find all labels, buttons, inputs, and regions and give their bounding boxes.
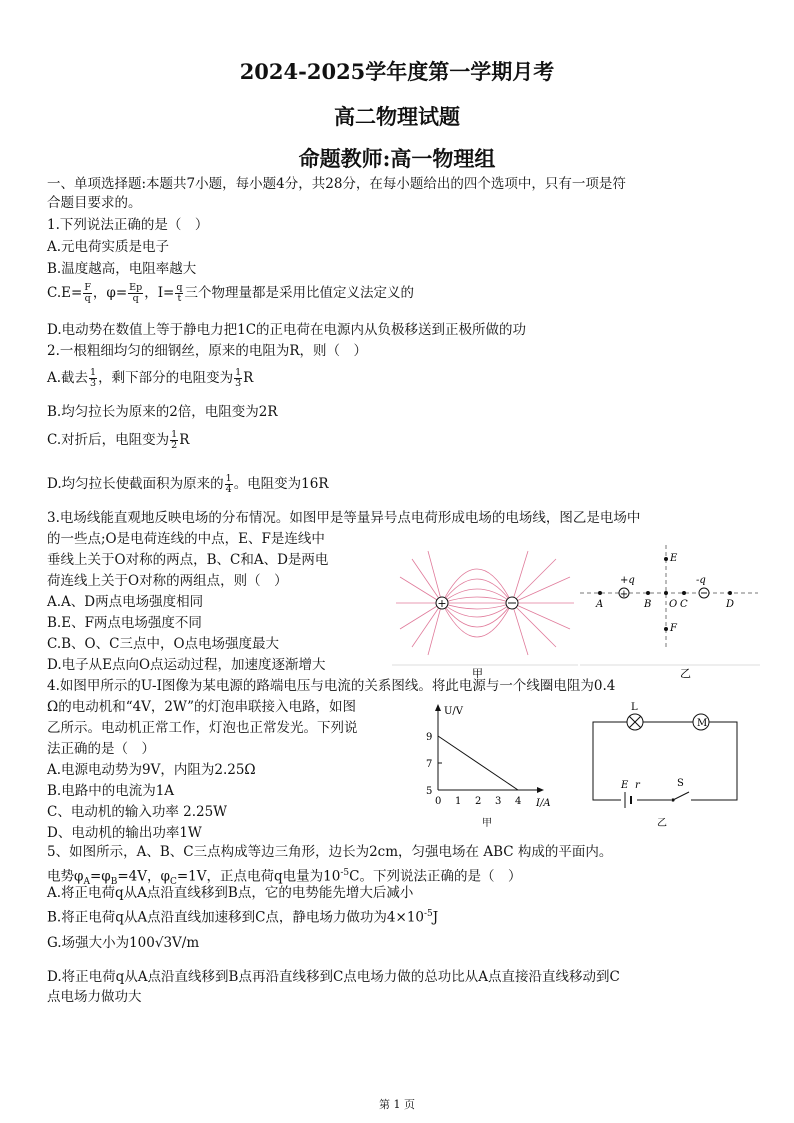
fig-jia-caption: 甲 (482, 818, 492, 829)
point-d-label: D (726, 599, 735, 610)
q4-ui-graph (420, 700, 570, 832)
exam-author: 命题教师:高一物理组 (298, 146, 496, 171)
x-tick-label: 1 (455, 796, 462, 807)
fraction-num: 1 (235, 367, 242, 378)
q5-b-pre: B.将正电荷q从A点沿直线加速移到C点，静电场力做功为4×10 (47, 909, 425, 926)
q5-line1: 5、如图所示，A、B、C三点构成等边三角形，边长为2cm，匀强电场在 ABC 构成的平面内。 (47, 844, 613, 860)
point-a-dot (598, 591, 602, 595)
q3-line3: 垂线上关于O对称的两点，B、C和A、D是两电 (47, 552, 329, 568)
q4-line3: 乙所示。电动机正常工作，灯泡也正常发光。下列说 (47, 720, 358, 736)
x-tick-label: 3 (495, 796, 502, 807)
q5-sub: A (83, 877, 90, 888)
point-e-dot (664, 557, 668, 561)
q2-a-mid: ，剩下部分的电阻变为 (98, 370, 234, 386)
q4-line1: 4.如图甲所示的U-I图像为某电源的路端电压与电流的关系图线。将此电源与一个线圈电阻为0.4 (47, 678, 616, 694)
lamp-label: L (631, 702, 638, 713)
q5-option-b (47, 905, 438, 927)
q1-option-a: A.元电荷实质是电子 (47, 239, 170, 255)
fraction-den: 4 (225, 484, 232, 495)
q5-l2-part: =1V，正点电荷q电量为10 (176, 868, 341, 885)
fraction (234, 368, 242, 389)
point-d-dot (728, 591, 732, 595)
switch-label: S (677, 778, 684, 789)
fraction-num: 1 (171, 429, 178, 440)
fraction-num: Ep (129, 282, 143, 293)
q1-option-d: D.电动势在数值上等于静电力把1C的正电荷在电源内从负极移送到正极所做的功 (47, 322, 527, 338)
q2-c-pre: C.对折后，电阻变为 (47, 432, 170, 448)
q3-option-a: A.A、D两点电场强度相同 (47, 594, 204, 610)
field-lines (396, 551, 574, 655)
q5-sup: -5 (340, 868, 350, 878)
internal-resistance-label: r (635, 780, 640, 791)
q5-option-a: A.将正电荷q从A点沿直线移到B点，它的电势能先增大后减小 (47, 885, 414, 901)
emf-label: E (621, 780, 629, 791)
negative-charge-label: -q (696, 575, 706, 586)
x-tick-label: 0 (435, 796, 442, 807)
positive-sign: + (437, 597, 447, 610)
q2-option-d (47, 474, 329, 495)
point-a-label: A (596, 599, 604, 610)
q3-line1: 3.电场线能直观地反映电场的分布情况。如图甲是等量异号点电荷形成电场的电场线，图乙是电场中 (47, 510, 641, 526)
q1-c-prefix: C.E= (47, 285, 83, 301)
fig-yi-caption: 乙 (680, 667, 691, 680)
q4-option-d: D、电动机的输出功率1W (47, 825, 202, 841)
q5-sub: C (169, 877, 177, 888)
q5-option-d-line1: D.将正电荷q从A点沿直线移到B点再沿直线移到C点电场力做的总功比从A点直接沿直线移动到C (47, 969, 620, 985)
fraction (175, 283, 183, 304)
q4-option-a: A.电源电动势为9V，内阻为2.25Ω (47, 762, 256, 778)
q2-a-end: R (243, 370, 254, 386)
fraction-den: q (84, 293, 91, 304)
fraction (225, 474, 233, 495)
point-c-dot (682, 591, 686, 595)
y-tick-label: 5 (426, 786, 433, 797)
q5-option-c: G.场强大小为100√3V/m (47, 935, 200, 951)
ui-line (438, 736, 518, 790)
fraction-num: F (84, 282, 91, 293)
fraction-den: 2 (171, 440, 178, 451)
q3-option-b: B.E、F两点电场强度不同 (47, 615, 202, 631)
fraction-num: 1 (90, 367, 97, 378)
q2-stem: 2.一根粗细均匀的细钢丝，原来的电阻为R，则（ ） (47, 343, 368, 359)
q2-d-end: 。电阻变为16R (233, 476, 329, 492)
q1-c-mid1: ，φ= (92, 285, 128, 301)
q2-a-pre: A.截去 (47, 370, 89, 386)
q5-l2-part: C。下列说法正确的是（ ） (349, 868, 522, 885)
fraction-num: 1 (225, 473, 232, 484)
page-number: 第 1 页 (379, 1098, 415, 1111)
positive-sign: + (619, 589, 629, 600)
fraction-den: 3 (235, 378, 242, 389)
q5-l2-part: =φ (89, 868, 111, 885)
q1-c-suffix: 三个物理量都是采用比值定义法定义的 (184, 285, 414, 301)
graph-ylabel: U/V (444, 706, 464, 717)
fraction-num: q (176, 282, 183, 293)
point-f-label: F (670, 623, 677, 634)
q3-field-line-figure (392, 545, 578, 680)
motor-label: M (697, 718, 708, 729)
point-f-dot (664, 627, 668, 631)
point-b-dot (646, 591, 650, 595)
q1-c-mid2: ，I= (144, 285, 175, 301)
fraction (128, 283, 143, 304)
q1-stem: 1.下列说法正确的是（ ） (47, 217, 209, 233)
q5-option-d-line2: 点电场力做功大 (47, 989, 142, 1005)
y-tick-label: 9 (426, 732, 433, 743)
q2-option-a (47, 368, 253, 389)
fraction (170, 430, 178, 451)
q5-sup: -5 (424, 909, 433, 919)
q2-option-b: B.均匀拉长为原来的2倍，电阻变为2R (47, 404, 278, 420)
section-intro-line2: 合题目要求的。 (47, 195, 142, 211)
fraction-den: q (132, 293, 139, 304)
y-tick-label: 7 (426, 759, 433, 770)
q1-option-c (47, 283, 414, 304)
fraction (83, 283, 92, 304)
point-b-label: B (644, 599, 652, 610)
q3-option-d: D.电子从E点向O点运动过程，加速度逐渐增大 (47, 657, 326, 673)
fig-jia-caption: 甲 (472, 667, 483, 680)
x-axis-arrow (537, 787, 544, 793)
point-o-label: O (669, 599, 678, 610)
q2-c-end: R (179, 432, 190, 448)
x-tick-label: 2 (475, 796, 482, 807)
q3-line4: 荷连线上关于O对称的两组点，则（ ） (47, 573, 288, 589)
circuit-loop (593, 722, 737, 800)
point-o-dot (664, 591, 668, 595)
point-c-label: C (680, 599, 688, 610)
exam-title: 2024-2025学年度第一学期月考 (239, 59, 555, 84)
q4-line2: Ω的电动机和“4V，2W”的灯泡串联接入电路，如图 (47, 699, 357, 715)
q1-option-b: B.温度越高，电阻率越大 (47, 261, 197, 277)
positive-charge-label: +q (620, 575, 635, 586)
q5-l2-part: 电势φ (47, 868, 84, 885)
y-axis-arrow (435, 704, 441, 711)
q3-option-c: C.B、O、C三点中，O点电场强度最大 (47, 636, 280, 652)
battery-gap (621, 794, 637, 806)
q3-line2: 的一些点;O是电荷连线的中点，E、F是连线中 (47, 531, 325, 547)
q5-b-end: J (432, 909, 439, 926)
q2-option-c (47, 430, 189, 451)
fraction-den: t (177, 293, 182, 304)
q2-d-pre: D.均匀拉长使截面积为原来的 (47, 476, 224, 492)
section-intro-line1: 一、单项选择题:本题共7小题，每小题4分，共28分，在每小题给出的四个选项中，只有一项是符 (47, 176, 626, 192)
q3-points-figure (580, 545, 760, 680)
q4-option-c: C、电动机的输入功率 2.25W (47, 804, 228, 820)
fig-yi-caption: 乙 (657, 818, 667, 829)
point-e-label: E (670, 553, 678, 564)
q4-line4: 法正确的是（ ） (47, 741, 155, 757)
q5-l2-part: =4V，φ (117, 868, 170, 885)
q4-circuit (585, 700, 745, 832)
x-tick-label: 4 (515, 796, 522, 807)
q5-sub: B (110, 877, 118, 888)
fraction-den: 3 (90, 378, 97, 389)
graph-xlabel: I/A (536, 798, 551, 809)
q4-option-b: B.电路中的电流为1A (47, 783, 175, 799)
exam-subtitle: 高二物理试题 (334, 104, 460, 129)
fraction (89, 368, 97, 389)
